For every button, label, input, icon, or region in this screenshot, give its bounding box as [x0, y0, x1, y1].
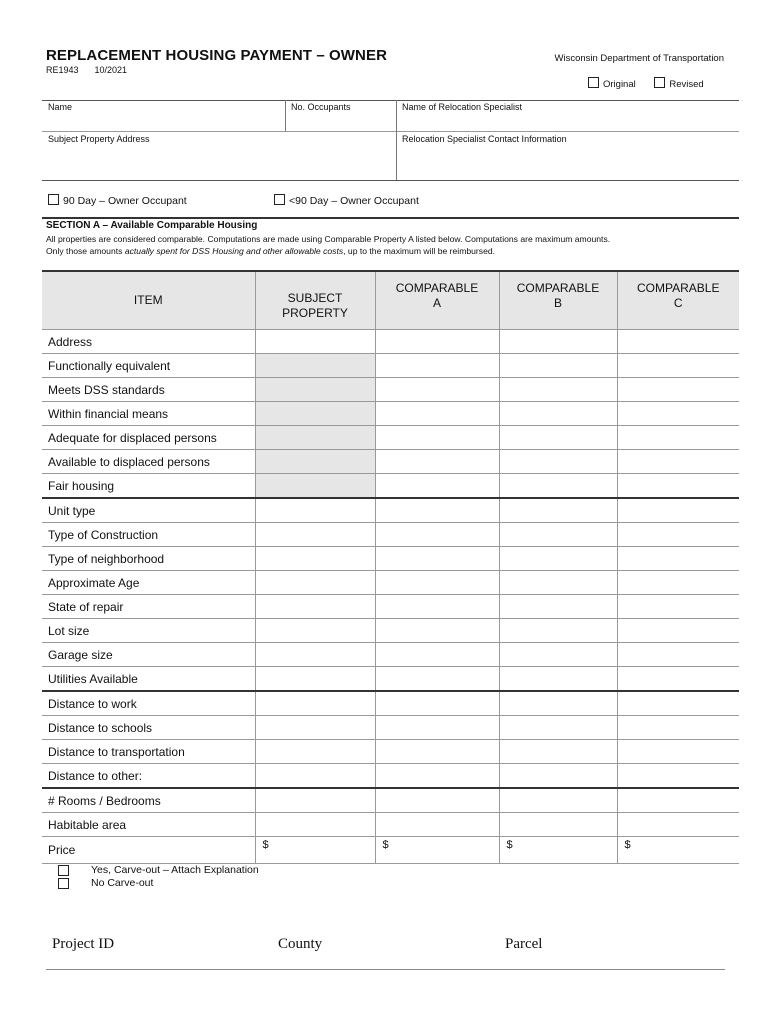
- comparable-a-cell[interactable]: [375, 595, 499, 619]
- comparable-c-cell[interactable]: [617, 764, 739, 789]
- occupancy-90-label: 90 Day – Owner Occupant: [63, 195, 187, 207]
- table-row: [42, 426, 739, 450]
- row-label: Type of Construction: [42, 523, 255, 547]
- comparable-c-cell[interactable]: [617, 667, 739, 692]
- comparable-b-cell[interactable]: [499, 716, 617, 740]
- header-subject: SUBJECT PROPERTY: [255, 271, 375, 330]
- divider: [42, 100, 739, 101]
- row-label: Adequate for displaced persons: [42, 426, 255, 450]
- carveout-no-option[interactable]: [58, 877, 259, 890]
- comparable-c-cell[interactable]: [617, 426, 739, 450]
- row-label: Available to displaced persons: [42, 450, 255, 474]
- comparable-a-cell[interactable]: [375, 330, 499, 354]
- comparable-c-cell[interactable]: $: [617, 837, 739, 864]
- carveout-yes-option[interactable]: [58, 864, 259, 877]
- carveout-yes-label: Yes, Carve-out – Attach Explanation: [91, 864, 259, 876]
- comparable-b-cell[interactable]: [499, 402, 617, 426]
- comparable-c-cell[interactable]: [617, 547, 739, 571]
- comparable-c-cell[interactable]: [617, 402, 739, 426]
- row-label: Distance to work: [42, 691, 255, 716]
- subject-cell[interactable]: [255, 667, 375, 692]
- project-id-label[interactable]: Project ID: [52, 936, 115, 952]
- table-row: [42, 764, 739, 789]
- subject-cell[interactable]: [255, 740, 375, 764]
- comparable-a-cell[interactable]: [375, 740, 499, 764]
- comparable-b-cell[interactable]: [499, 643, 617, 667]
- table-row: [42, 450, 739, 474]
- comparable-a-cell[interactable]: [375, 788, 499, 813]
- comparable-a-cell[interactable]: [375, 643, 499, 667]
- table-row: [42, 643, 739, 667]
- table-row: [42, 619, 739, 643]
- comparable-a-cell[interactable]: [375, 764, 499, 789]
- divider: [396, 100, 397, 180]
- comparable-a-cell[interactable]: [375, 498, 499, 523]
- comparable-b-cell[interactable]: [499, 667, 617, 692]
- table-row: [42, 716, 739, 740]
- section-a-line1: All properties are considered comparable. Computations are made using Comparable Property A listed below. Computations are maximum amounts.: [46, 234, 611, 244]
- comparable-a-cell[interactable]: [375, 523, 499, 547]
- comparable-c-cell[interactable]: [617, 595, 739, 619]
- comparable-c-cell[interactable]: [617, 450, 739, 474]
- row-label: Price: [42, 837, 255, 864]
- comparable-a-cell[interactable]: [375, 426, 499, 450]
- comparable-c-cell[interactable]: [617, 378, 739, 402]
- table-row: [42, 474, 739, 499]
- subject-cell[interactable]: [255, 764, 375, 789]
- row-label: Utilities Available: [42, 667, 255, 692]
- occupancy-90-checkbox[interactable]: [48, 194, 59, 205]
- table-row: [42, 667, 739, 692]
- table-row: [42, 402, 739, 426]
- row-label: State of repair: [42, 595, 255, 619]
- row-label: Functionally equivalent: [42, 354, 255, 378]
- comparable-b-cell[interactable]: $: [499, 837, 617, 864]
- subject-cell[interactable]: [255, 619, 375, 643]
- row-label: Garage size: [42, 643, 255, 667]
- revised-option[interactable]: [654, 79, 703, 90]
- specialist-contact-field[interactable]: Relocation Specialist Contact Information: [402, 134, 567, 144]
- table-row: [42, 813, 739, 837]
- comparable-table: [42, 270, 739, 864]
- table-row: [42, 378, 739, 402]
- occupancy-under90-checkbox[interactable]: [274, 194, 285, 205]
- original-option[interactable]: [588, 79, 636, 90]
- table-row: [42, 523, 739, 547]
- row-label: Lot size: [42, 619, 255, 643]
- row-label: Habitable area: [42, 813, 255, 837]
- table-row: [42, 330, 739, 354]
- form-date: 10/2021: [94, 65, 128, 75]
- comparable-b-cell[interactable]: [499, 813, 617, 837]
- comparable-c-cell[interactable]: [617, 330, 739, 354]
- comparable-a-cell[interactable]: $: [375, 837, 499, 864]
- subject-cell[interactable]: [255, 474, 375, 499]
- comparable-b-cell[interactable]: [499, 547, 617, 571]
- row-label: # Rooms / Bedrooms: [42, 788, 255, 813]
- table-row: [42, 837, 739, 864]
- header-comparable-a: COMPARABLE A: [375, 271, 499, 330]
- comparable-a-cell[interactable]: [375, 571, 499, 595]
- subject-cell[interactable]: [255, 354, 375, 378]
- row-label: Meets DSS standards: [42, 378, 255, 402]
- header-item: ITEM: [42, 271, 255, 330]
- comparable-a-cell[interactable]: [375, 547, 499, 571]
- divider: [42, 131, 739, 132]
- comparable-b-cell[interactable]: [499, 619, 617, 643]
- comparable-a-cell[interactable]: [375, 474, 499, 499]
- section-a-title: SECTION A – Available Comparable Housing: [46, 220, 258, 231]
- original-label: Original: [603, 79, 636, 90]
- table-row: [42, 354, 739, 378]
- comparable-c-cell[interactable]: [617, 571, 739, 595]
- section-divider: [42, 217, 739, 219]
- comparable-b-cell[interactable]: [499, 330, 617, 354]
- comparable-a-cell[interactable]: [375, 716, 499, 740]
- comparable-a-cell[interactable]: [375, 450, 499, 474]
- section-a-line2: [46, 245, 736, 257]
- comparable-a-cell[interactable]: [375, 354, 499, 378]
- form-number: [46, 65, 143, 75]
- comparable-b-cell[interactable]: [499, 498, 617, 523]
- comparable-c-cell[interactable]: [617, 354, 739, 378]
- comparable-c-cell[interactable]: [617, 813, 739, 837]
- carveout-no-label: No Carve-out: [91, 877, 154, 889]
- row-label: Distance to other:: [42, 764, 255, 789]
- name-field[interactable]: Name: [48, 102, 73, 112]
- subject-address-field[interactable]: Subject Property Address: [48, 134, 150, 144]
- table-header-row: [42, 271, 739, 330]
- divider: [285, 100, 286, 131]
- revised-checkbox[interactable]: [654, 77, 665, 88]
- table-row: [42, 740, 739, 764]
- subject-cell[interactable]: [255, 330, 375, 354]
- comparable-b-cell[interactable]: [499, 378, 617, 402]
- department-name: Wisconsin Department of Transportation: [554, 53, 724, 64]
- comparable-b-cell[interactable]: [499, 595, 617, 619]
- form-code: RE1943: [46, 65, 79, 75]
- occupancy-under90-option[interactable]: [274, 194, 419, 207]
- subject-cell[interactable]: [255, 595, 375, 619]
- subject-cell[interactable]: [255, 402, 375, 426]
- occupancy-90-option[interactable]: [48, 194, 187, 207]
- row-label: Distance to transportation: [42, 740, 255, 764]
- comparable-c-cell[interactable]: [617, 643, 739, 667]
- version-options: [588, 77, 720, 90]
- comparable-a-cell[interactable]: [375, 691, 499, 716]
- county-label[interactable]: County: [278, 936, 323, 952]
- carveout-yes-checkbox[interactable]: [58, 865, 69, 876]
- comparable-b-cell[interactable]: [499, 450, 617, 474]
- comparable-c-cell[interactable]: [617, 498, 739, 523]
- subject-cell[interactable]: [255, 378, 375, 402]
- table-row: [42, 691, 739, 716]
- row-label: Unit type: [42, 498, 255, 523]
- header-comparable-c: COMPARABLE C: [617, 271, 739, 330]
- comparable-b-cell[interactable]: [499, 788, 617, 813]
- subject-cell[interactable]: [255, 450, 375, 474]
- row-label: Fair housing: [42, 474, 255, 499]
- header-comparable-b: COMPARABLE B: [499, 271, 617, 330]
- section-a-line2-end: , up to the maximum will be reimbursed.: [343, 246, 496, 256]
- subject-cell[interactable]: [255, 643, 375, 667]
- comparable-b-cell[interactable]: [499, 426, 617, 450]
- row-label: Address: [42, 330, 255, 354]
- comparable-c-cell[interactable]: [617, 523, 739, 547]
- subject-cell[interactable]: [255, 691, 375, 716]
- comparable-b-cell[interactable]: [499, 740, 617, 764]
- subject-cell[interactable]: $: [255, 837, 375, 864]
- comparable-c-cell[interactable]: [617, 788, 739, 813]
- table-row: [42, 498, 739, 523]
- table-row: [42, 788, 739, 813]
- table-row: [42, 547, 739, 571]
- subject-cell[interactable]: [255, 813, 375, 837]
- parcel-label[interactable]: Parcel: [505, 936, 543, 952]
- subject-cell[interactable]: [255, 788, 375, 813]
- subject-cell[interactable]: [255, 426, 375, 450]
- table-row: [42, 571, 739, 595]
- footer-divider: [46, 969, 725, 970]
- comparable-a-cell[interactable]: [375, 813, 499, 837]
- relocation-specialist-field[interactable]: Name of Relocation Specialist: [402, 102, 523, 112]
- section-a-line2-text: Only those amounts: [46, 246, 125, 256]
- carveout-options: [58, 864, 259, 890]
- comparable-a-cell[interactable]: [375, 378, 499, 402]
- row-label: Approximate Age: [42, 571, 255, 595]
- comparable-b-cell[interactable]: [499, 691, 617, 716]
- row-label: Within financial means: [42, 402, 255, 426]
- section-a-line2-italic: actually spent for DSS Housing and other allowable costs: [124, 246, 344, 256]
- divider: [42, 180, 739, 181]
- comparable-c-cell[interactable]: [617, 691, 739, 716]
- comparable-c-cell[interactable]: [617, 740, 739, 764]
- original-checkbox[interactable]: [588, 77, 599, 88]
- carveout-no-checkbox[interactable]: [58, 878, 69, 889]
- comparable-b-cell[interactable]: [499, 523, 617, 547]
- row-label: Type of neighborhood: [42, 547, 255, 571]
- comparable-b-cell[interactable]: [499, 354, 617, 378]
- form-title: REPLACEMENT HOUSING PAYMENT – OWNER: [46, 47, 388, 64]
- subject-cell[interactable]: [255, 498, 375, 523]
- comparable-c-cell[interactable]: [617, 716, 739, 740]
- comparable-a-cell[interactable]: [375, 667, 499, 692]
- comparable-b-cell[interactable]: [499, 764, 617, 789]
- subject-cell[interactable]: [255, 716, 375, 740]
- comparable-a-cell[interactable]: [375, 619, 499, 643]
- table-row: [42, 595, 739, 619]
- comparable-b-cell[interactable]: [499, 571, 617, 595]
- row-label: Distance to schools: [42, 716, 255, 740]
- occupants-field[interactable]: No. Occupants: [291, 102, 351, 112]
- revised-label: Revised: [669, 79, 704, 90]
- section-a-description: [46, 233, 736, 257]
- subject-cell[interactable]: [255, 523, 375, 547]
- comparable-c-cell[interactable]: [617, 474, 739, 499]
- subject-cell[interactable]: [255, 571, 375, 595]
- comparable-b-cell[interactable]: [499, 474, 617, 499]
- occupancy-under90-label: <90 Day – Owner Occupant: [289, 195, 419, 207]
- comparable-a-cell[interactable]: [375, 402, 499, 426]
- comparable-c-cell[interactable]: [617, 619, 739, 643]
- subject-cell[interactable]: [255, 547, 375, 571]
